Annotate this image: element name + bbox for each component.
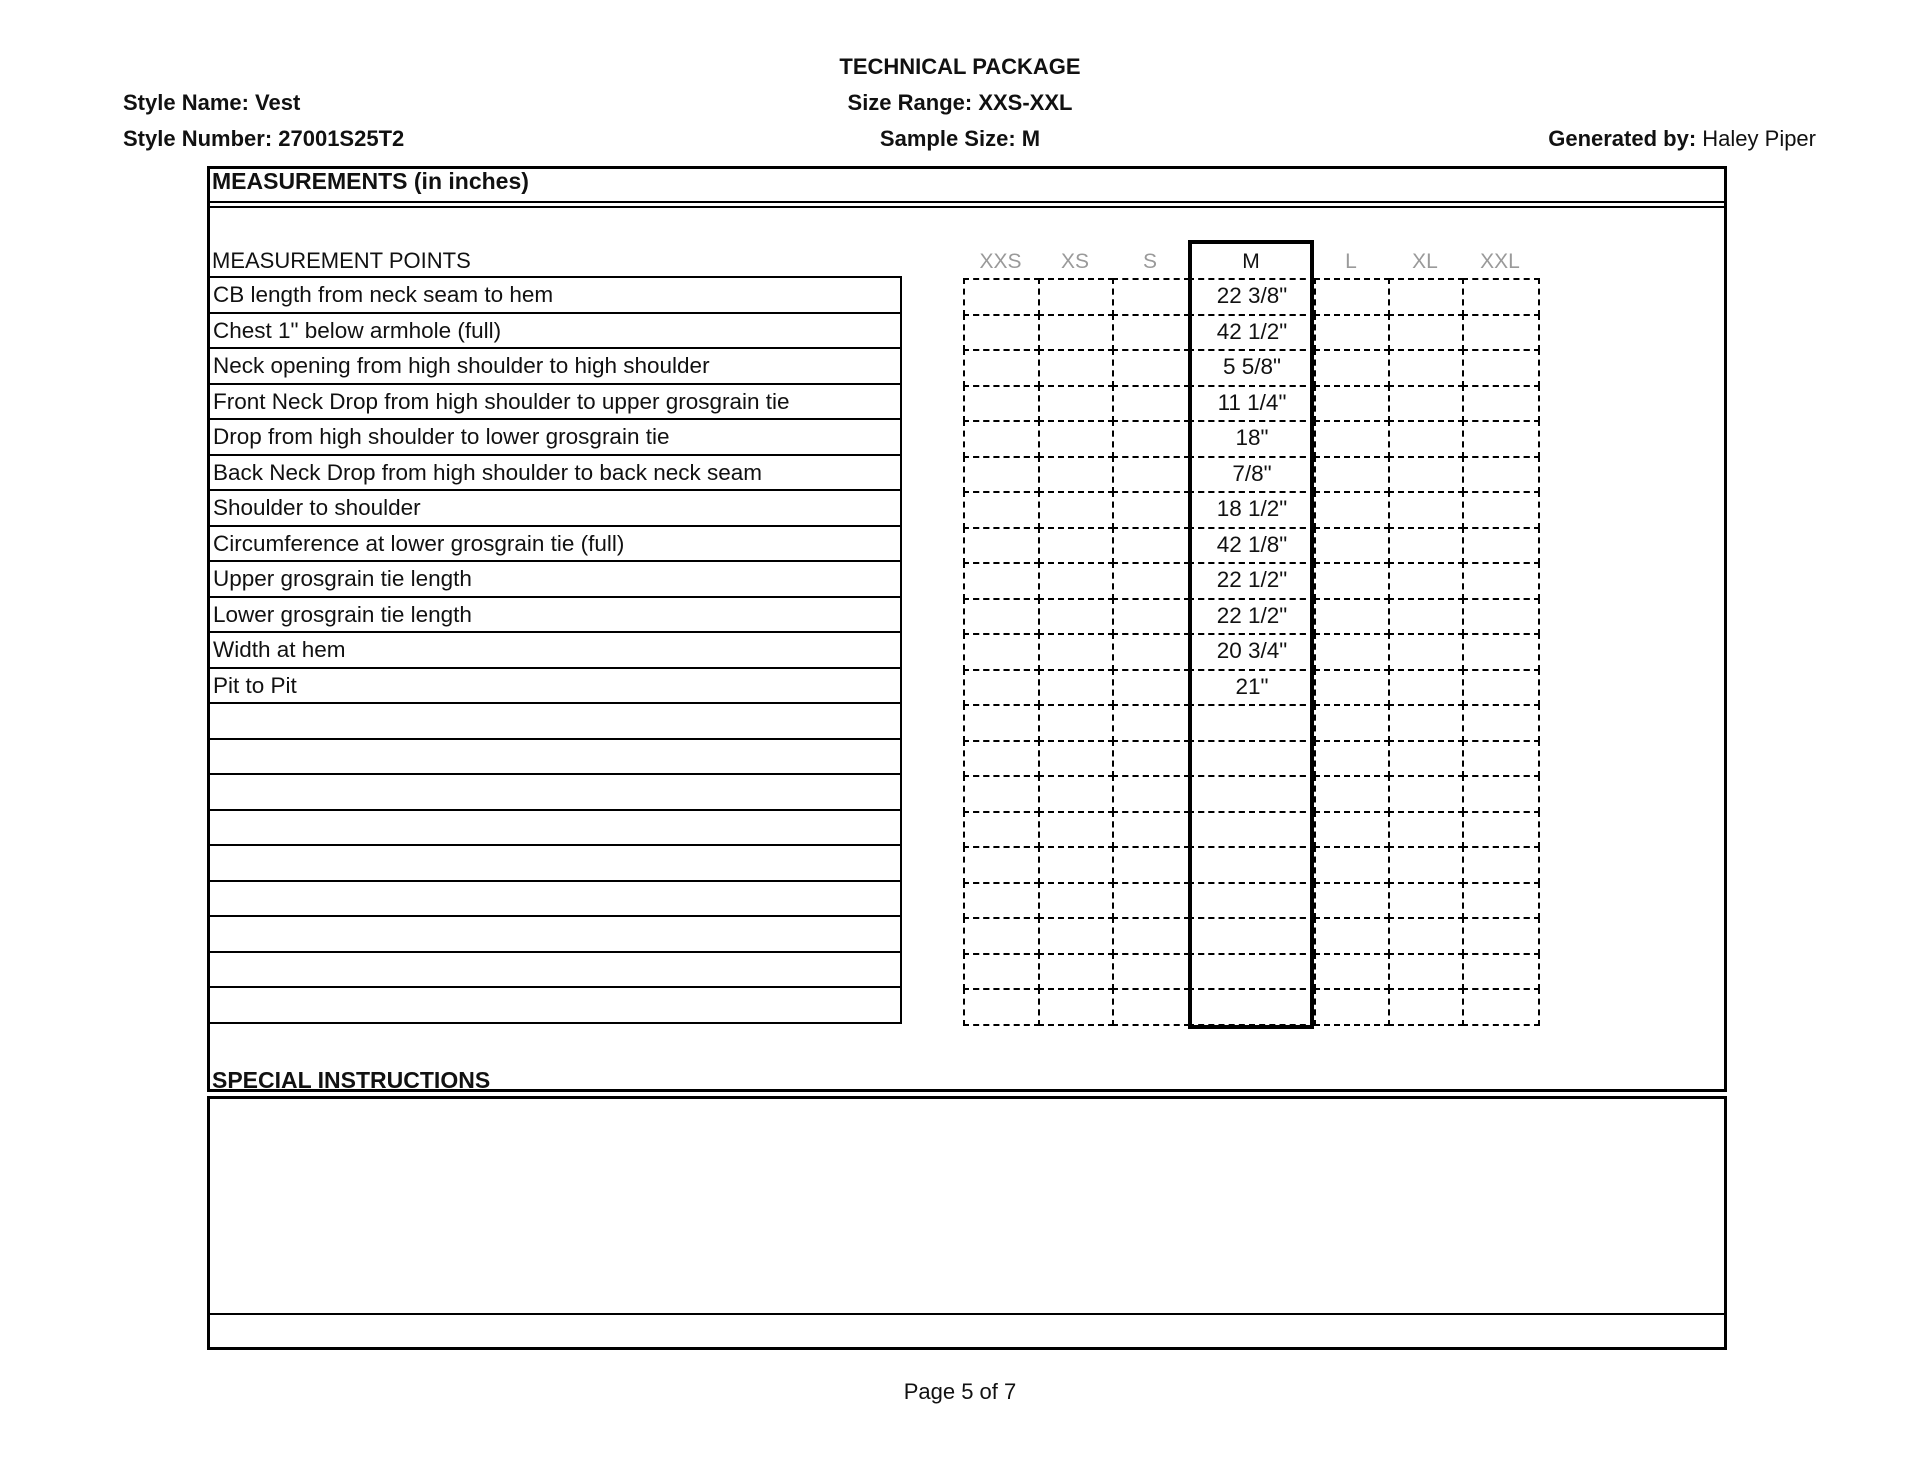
size-cell-xs	[1038, 314, 1114, 352]
size-cell-l	[1314, 349, 1390, 387]
size-cell-s	[1112, 882, 1190, 920]
size-cell-xxs	[963, 562, 1040, 600]
measurement-point-label: Neck opening from high shoulder to high shoulder	[213, 353, 710, 378]
size-cell-xxl	[1462, 456, 1540, 494]
size-cell-xs	[1038, 882, 1114, 920]
size-cell-xs	[1038, 953, 1114, 991]
size-cell-s	[1112, 385, 1190, 423]
size-cell-xl	[1388, 669, 1464, 707]
size-cell-l	[1314, 420, 1390, 458]
measurement-row	[207, 915, 902, 953]
measurement-point-label: Width at hem	[213, 637, 346, 662]
measurement-row	[207, 276, 902, 314]
style-name: Style Name: Vest	[123, 90, 301, 115]
size-cell-s	[1112, 704, 1190, 742]
size-cell-xs	[1038, 775, 1114, 813]
size-cell-l	[1314, 598, 1390, 636]
page-number: Page 5 of 7	[903, 1379, 1017, 1404]
size-cell-xxs	[963, 775, 1040, 813]
size-cell-xs	[1038, 527, 1114, 565]
size-cell-xl	[1388, 385, 1464, 423]
size-cell-xl	[1388, 314, 1464, 352]
special-instructions-divider	[209, 1313, 1725, 1315]
size-cell-l	[1314, 704, 1390, 742]
size-cell-xxl	[1462, 704, 1540, 742]
size-cell-xxl	[1462, 278, 1540, 316]
size-cell-xl	[1388, 491, 1464, 529]
size-cell-xl	[1388, 917, 1464, 955]
size-range: Size Range: XXS-XXL	[847, 90, 1073, 115]
size-cell-s	[1112, 456, 1190, 494]
size-header-xxs: XXS	[979, 250, 1022, 273]
size-cell-l	[1314, 917, 1390, 955]
measurement-row	[207, 951, 902, 989]
size-cell-xxs	[963, 456, 1040, 494]
size-header-xxl: XXL	[1480, 250, 1520, 273]
measurement-point-label: Back Neck Drop from high shoulder to back neck seam	[213, 459, 762, 485]
size-cell-xxl	[1462, 953, 1540, 991]
size-cell-s	[1112, 917, 1190, 955]
size-cell-xl	[1388, 740, 1464, 778]
measurement-row	[207, 738, 902, 776]
size-cell-xxl	[1462, 846, 1540, 884]
measurement-value: 42 1/2"	[1216, 318, 1288, 344]
size-cell-xxl	[1462, 882, 1540, 920]
special-instructions-title: SPECIAL INSTRUCTIONS	[212, 1067, 491, 1093]
size-cell-xs	[1038, 740, 1114, 778]
size-cell-xl	[1388, 811, 1464, 849]
measurement-point-label: Lower grosgrain tie length	[213, 601, 472, 627]
size-cell-xs	[1038, 349, 1114, 387]
size-cell-s	[1112, 598, 1190, 636]
size-header-xs: XS	[1060, 250, 1089, 273]
size-cell-xxs	[963, 882, 1040, 920]
measurement-value: 21"	[1235, 673, 1269, 699]
size-cell-s	[1112, 278, 1190, 316]
size-cell-l	[1314, 953, 1390, 991]
size-cell-xxl	[1462, 527, 1540, 565]
sample-size-column	[1188, 240, 1314, 1029]
size-cell-xxl	[1462, 598, 1540, 636]
size-cell-xxs	[963, 314, 1040, 352]
measurement-row	[207, 596, 902, 634]
measurement-value: 22 1/2"	[1216, 602, 1288, 628]
sample-size: Sample Size: M	[879, 126, 1041, 151]
size-cell-l	[1314, 669, 1390, 707]
size-cell-xxs	[963, 917, 1040, 955]
size-cell-xl	[1388, 846, 1464, 884]
size-cell-xxs	[963, 740, 1040, 778]
size-header-l: L	[1345, 250, 1357, 273]
size-header-s: S	[1142, 250, 1157, 273]
size-cell-xxs	[963, 811, 1040, 849]
size-cell-xl	[1388, 953, 1464, 991]
size-cell-xs	[1038, 598, 1114, 636]
size-cell-xxl	[1462, 349, 1540, 387]
measurement-value: 18"	[1235, 425, 1269, 450]
measurement-row	[207, 702, 902, 740]
special-instructions-text	[212, 1108, 1712, 1308]
size-cell-xl	[1388, 420, 1464, 458]
size-cell-s	[1112, 775, 1190, 813]
size-cell-xl	[1388, 775, 1464, 813]
size-cell-l	[1314, 811, 1390, 849]
size-cell-xs	[1038, 491, 1114, 529]
measurement-value: 22 3/8"	[1216, 283, 1288, 308]
size-cell-xxl	[1462, 917, 1540, 955]
measurement-value: 7/8"	[1232, 460, 1272, 486]
size-cell-xxs	[963, 846, 1040, 884]
size-cell-xs	[1038, 811, 1114, 849]
measurement-row	[207, 631, 902, 669]
size-cell-xxl	[1462, 562, 1540, 600]
size-cell-xs	[1038, 917, 1114, 955]
size-cell-xs	[1038, 278, 1114, 316]
measurement-row	[207, 773, 902, 811]
size-cell-xxs	[963, 420, 1040, 458]
size-cell-xxl	[1462, 740, 1540, 778]
size-cell-l	[1314, 882, 1390, 920]
size-cell-xl	[1388, 598, 1464, 636]
size-cell-l	[1314, 633, 1390, 671]
size-cell-s	[1112, 420, 1190, 458]
size-header-m: M	[1242, 250, 1260, 273]
measurement-value: 5 5/8"	[1222, 354, 1282, 379]
size-cell-xxs	[963, 704, 1040, 742]
size-cell-xxs	[963, 988, 1040, 1026]
size-cell-xxs	[963, 349, 1040, 387]
size-cell-s	[1112, 562, 1190, 600]
size-cell-xxl	[1462, 988, 1540, 1026]
size-cell-s	[1112, 633, 1190, 671]
size-cell-s	[1112, 811, 1190, 849]
size-cell-xxl	[1462, 385, 1540, 423]
size-cell-l	[1314, 491, 1390, 529]
size-cell-xl	[1388, 456, 1464, 494]
measurement-point-label: Upper grosgrain tie length	[213, 566, 472, 591]
size-cell-xs	[1038, 669, 1114, 707]
measurement-points-list	[207, 278, 902, 1024]
size-cell-xs	[1038, 846, 1114, 884]
measurement-row	[207, 489, 902, 527]
size-cell-l	[1314, 562, 1390, 600]
size-cell-xxs	[963, 669, 1040, 707]
size-cell-l	[1314, 846, 1390, 884]
size-cell-s	[1112, 740, 1190, 778]
size-cell-xxl	[1462, 811, 1540, 849]
size-cell-xs	[1038, 562, 1114, 600]
size-cell-l	[1314, 278, 1390, 316]
size-cell-l	[1314, 775, 1390, 813]
measurement-point-label: Shoulder to shoulder	[213, 495, 421, 520]
size-cell-xs	[1038, 385, 1114, 423]
generated-by	[1548, 126, 1816, 152]
style-number: Style Number: 27001S25T2	[123, 126, 405, 151]
size-cell-xs	[1038, 456, 1114, 494]
size-cell-xxs	[963, 385, 1040, 423]
measurement-row	[207, 880, 902, 918]
measurement-point-label: Drop from high shoulder to lower grosgrain tie	[213, 424, 670, 449]
size-cell-xs	[1038, 420, 1114, 458]
measurement-row	[207, 347, 902, 385]
size-cell-xxl	[1462, 420, 1540, 458]
size-header-xl: XL	[1412, 250, 1438, 273]
measurement-point-label: CB length from neck seam to hem	[213, 282, 554, 307]
measurement-points-label: MEASUREMENT POINTS	[212, 248, 471, 273]
measurement-row	[207, 667, 902, 705]
size-cell-xxl	[1462, 775, 1540, 813]
section-divider	[209, 201, 1725, 203]
size-cell-l	[1314, 314, 1390, 352]
generated-by-value: Haley Piper	[1702, 126, 1816, 151]
size-cell-xxl	[1462, 314, 1540, 352]
measurement-point-label: Pit to Pit	[213, 672, 297, 698]
measurement-row	[207, 844, 902, 882]
size-cell-xl	[1388, 882, 1464, 920]
size-cell-xxs	[963, 527, 1040, 565]
size-cell-xl	[1388, 988, 1464, 1026]
size-cell-s	[1112, 846, 1190, 884]
measurement-row	[207, 418, 902, 456]
size-cell-xxs	[963, 598, 1040, 636]
size-cell-s	[1112, 314, 1190, 352]
measurement-row	[207, 454, 902, 492]
size-cell-l	[1314, 385, 1390, 423]
size-cell-xl	[1388, 633, 1464, 671]
size-cell-xl	[1388, 562, 1464, 600]
size-cell-xxl	[1462, 491, 1540, 529]
size-cell-s	[1112, 953, 1190, 991]
measurement-value: 20 3/4"	[1216, 638, 1288, 663]
measurements-section-title: MEASUREMENTS (in inches)	[212, 168, 529, 194]
document-title: TECHNICAL PACKAGE	[839, 54, 1081, 79]
size-cell-xxl	[1462, 633, 1540, 671]
size-cell-s	[1112, 349, 1190, 387]
generated-by-label: Generated by:	[1548, 126, 1697, 151]
size-cell-xl	[1388, 349, 1464, 387]
size-cell-l	[1314, 988, 1390, 1026]
measurement-row	[207, 986, 902, 1024]
size-cell-xs	[1038, 988, 1114, 1026]
size-cell-xl	[1388, 527, 1464, 565]
measurement-value: 18 1/2"	[1216, 496, 1288, 521]
measurement-point-label: Front Neck Drop from high shoulder to upper grosgrain tie	[213, 388, 790, 414]
size-cell-xxs	[963, 633, 1040, 671]
measurement-point-label: Chest 1" below armhole (full)	[213, 317, 502, 343]
measurement-row	[207, 525, 902, 563]
measurement-row	[207, 809, 902, 847]
size-cell-xxs	[963, 278, 1040, 316]
size-cell-xxs	[963, 491, 1040, 529]
size-cell-xs	[1038, 633, 1114, 671]
size-cell-s	[1112, 669, 1190, 707]
size-cell-xl	[1388, 704, 1464, 742]
measurement-point-label: Circumference at lower grosgrain tie (full)	[213, 530, 625, 556]
size-cell-xxl	[1462, 669, 1540, 707]
section-divider	[209, 1097, 1725, 1099]
measurement-row	[207, 560, 902, 598]
size-cell-l	[1314, 740, 1390, 778]
size-cell-s	[1112, 491, 1190, 529]
size-cell-xxs	[963, 953, 1040, 991]
measurement-value: 22 1/2"	[1216, 567, 1288, 592]
measurement-row	[207, 312, 902, 350]
size-cell-s	[1112, 988, 1190, 1026]
size-cell-l	[1314, 527, 1390, 565]
size-cell-xl	[1388, 278, 1464, 316]
size-cell-xs	[1038, 704, 1114, 742]
size-cell-s	[1112, 527, 1190, 565]
size-cell-l	[1314, 456, 1390, 494]
section-divider	[209, 206, 1725, 208]
measurement-value: 42 1/8"	[1216, 531, 1288, 557]
measurement-value: 11 1/4"	[1217, 389, 1287, 415]
measurement-row	[207, 383, 902, 421]
